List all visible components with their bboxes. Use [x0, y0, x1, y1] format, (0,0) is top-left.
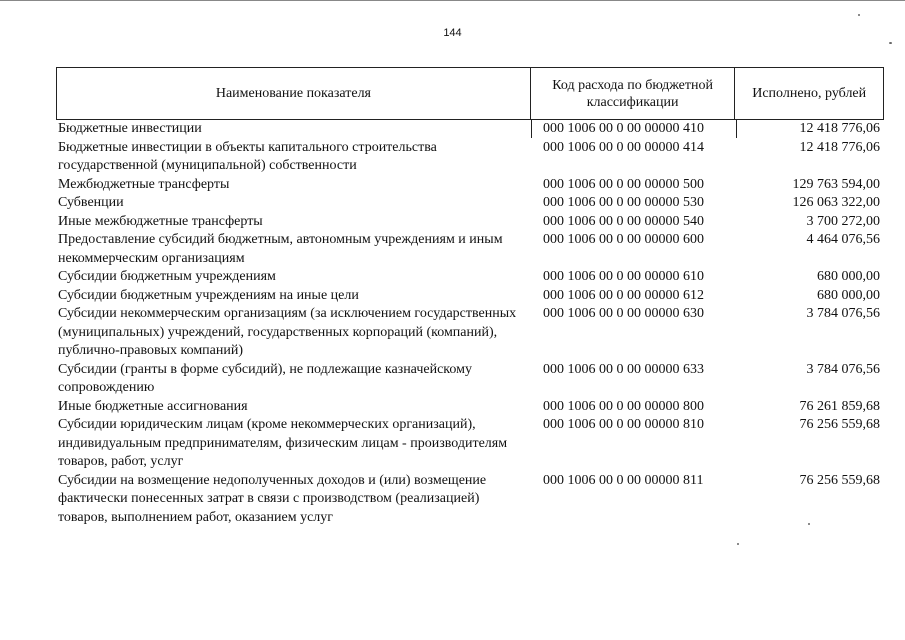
- table-row: [56, 194, 884, 213]
- header-name: Наименование показателя: [57, 68, 531, 119]
- page-number: 144: [443, 27, 462, 39]
- row-name: Субсидии на возмещение недополученных доходов и (или) возмещение фактически понесенных затрат в связи с производством (реализацией) товаров, выполнением работ, оказанием услуг: [58, 472, 487, 525]
- table-row: [56, 139, 884, 176]
- row-code: 000 1006 00 0 00 00000 612: [543, 287, 704, 303]
- table-row: [56, 287, 884, 306]
- row-amount: 680 000,00: [817, 269, 880, 284]
- table-row: [56, 472, 884, 528]
- row-name: Межбюджетные трансферты: [58, 176, 230, 192]
- row-name: Субсидии (гранты в форме субсидий), не подлежащие казначейскому сопровождению: [58, 361, 472, 395]
- row-amount: 12 418 776,06: [799, 121, 880, 136]
- row-amount: 12 418 776,06: [799, 139, 880, 155]
- table-row: [56, 416, 884, 472]
- row-name: Субсидии бюджетным учреждениям: [58, 269, 276, 284]
- row-name: Субсидии некоммерческим организациям (за исключением государственных (муниципальных) учреждений, государственных корпораций (компаний), публично-правовых компаний): [58, 306, 517, 358]
- header-amount: Исполнено, рублей: [752, 86, 867, 101]
- scan-speck: [889, 42, 892, 44]
- table-row: [56, 305, 884, 361]
- scan-speck: [737, 543, 739, 545]
- row-name: Предоставление субсидий бюджетным, автономным учреждениям и иным некоммерческим организациям: [58, 232, 503, 266]
- row-code: 000 1006 00 0 00 00000 633: [543, 361, 704, 377]
- row-code: 000 1006 00 0 00 00000 811: [543, 472, 704, 488]
- table-body: [56, 120, 884, 527]
- row-name: Субвенции: [58, 195, 124, 210]
- table-row: [56, 398, 884, 417]
- table-row: [56, 176, 884, 195]
- row-name: Иные межбюджетные трансферты: [58, 213, 263, 229]
- row-name: Бюджетные инвестиции: [58, 121, 202, 136]
- table-row: [56, 120, 884, 139]
- row-code: 000 1006 00 0 00 00000 630: [543, 306, 704, 321]
- table-row: [56, 213, 884, 232]
- row-amount: 4 464 076,56: [806, 232, 880, 247]
- row-amount: 76 256 559,68: [799, 472, 880, 488]
- row-amount: 680 000,00: [817, 287, 880, 303]
- row-code: 000 1006 00 0 00 00000 800: [543, 398, 704, 414]
- row-amount: 126 063 322,00: [792, 195, 880, 210]
- row-amount: 76 256 559,68: [799, 417, 880, 432]
- row-amount: 76 261 859,68: [799, 398, 880, 414]
- row-code: 000 1006 00 0 00 00000 810: [543, 417, 704, 432]
- table-header: [56, 67, 884, 120]
- table-row: [56, 361, 884, 398]
- row-code: 000 1006 00 0 00 00000 500: [543, 176, 704, 192]
- row-name: Субсидии бюджетным учреждениям на иные цели: [58, 287, 359, 303]
- row-code: 000 1006 00 0 00 00000 540: [543, 213, 704, 229]
- row-code: 000 1006 00 0 00 00000 610: [543, 269, 704, 284]
- header-code: Код расхода по бюджетной классификации: [531, 68, 736, 119]
- scan-speck: [858, 14, 860, 16]
- row-code: 000 1006 00 0 00 00000 600: [543, 232, 704, 247]
- row-code: 000 1006 00 0 00 00000 410: [543, 121, 704, 136]
- table-row: [56, 268, 884, 287]
- row-code: 000 1006 00 0 00 00000 530: [543, 195, 704, 210]
- row-amount: 3 700 272,00: [806, 213, 880, 229]
- row-code: 000 1006 00 0 00 00000 414: [543, 139, 704, 155]
- row-name: Субсидии юридическим лицам (кроме некоммерческих организаций), индивидуальным предпринимателям, физическим лицам - производителям товаров, работ, услуг: [58, 417, 508, 469]
- row-amount: 3 784 076,56: [806, 361, 880, 377]
- row-name: Иные бюджетные ассигнования: [58, 398, 248, 414]
- row-amount: 129 763 594,00: [792, 176, 880, 192]
- row-name: Бюджетные инвестиции в объекты капитального строительства государственной (муниципальной) собственности: [58, 139, 437, 173]
- table-row: [56, 231, 884, 268]
- budget-table: [56, 67, 884, 527]
- scan-edge-line: [0, 0, 905, 4]
- row-amount: 3 784 076,56: [806, 306, 880, 321]
